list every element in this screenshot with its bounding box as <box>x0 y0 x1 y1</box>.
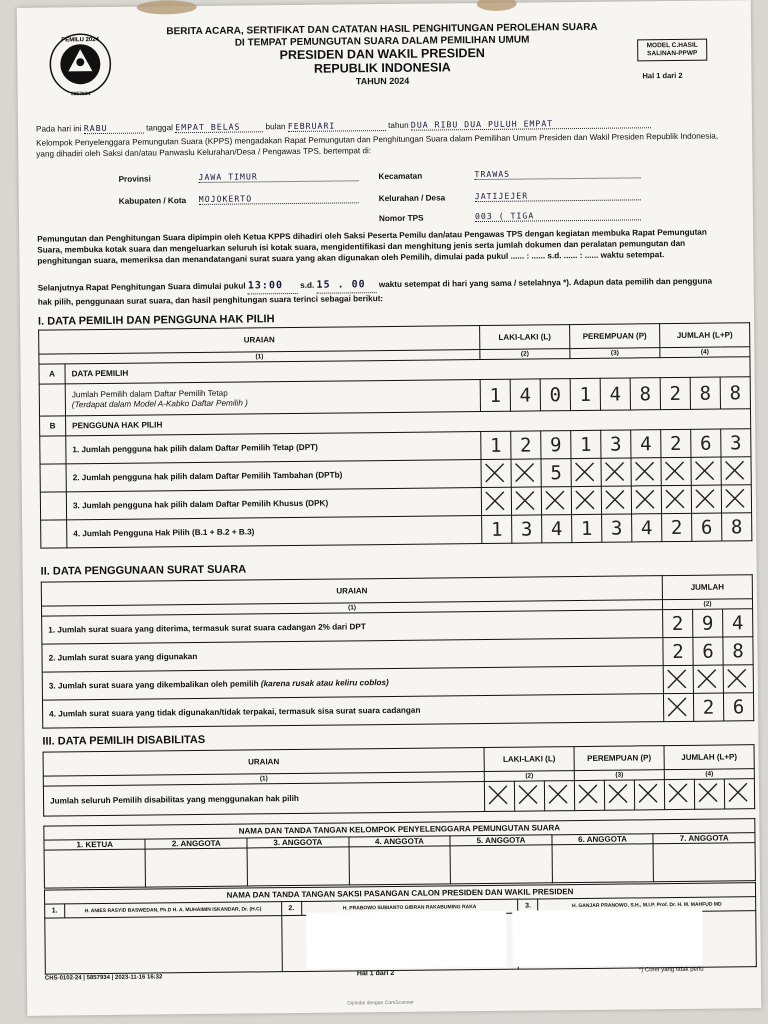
body-paragraph-1: Pemungutan dan Penghitungan Suara dipimpin oleh Ketua KPPS dihadiri oleh Saksi Peserta Pemilu dan/atau Pengawas TPS dengan kegiatan membuka Rapat Pemungutan Suara, membuka kotak suara dan mengeluarkan seluruh isi kotak suara, mengidentifikasi dan menghitung jenis serta jumlah dokumen dan peralatan pemungutan dan penghitungan suara, memeriksa dan menandatangani surat suara yang akan digunakan oleh Pemilih, dimulai pada pukul ...... : ...... s.d. ...... : ...... waktu setempat. <box>37 227 707 266</box>
digit-cell[interactable] <box>574 780 604 810</box>
cross-mark-icon <box>666 696 688 718</box>
cross-mark-icon <box>577 783 599 805</box>
digit-cell[interactable] <box>724 779 754 809</box>
row-label: 4. Jumlah surat suara yang tidak digunakan/tidak terpakai, termasuk sisa surat suara cadangan <box>42 694 663 729</box>
footer-page: Hal 1 dari 2 <box>356 969 395 978</box>
saksi-number: 1. <box>45 904 65 918</box>
col-jml: JUMLAH <box>662 575 752 600</box>
label: tanggal <box>146 123 174 133</box>
tps-value: 003 ( TIGA <box>475 209 641 222</box>
digit-cell[interactable] <box>664 779 694 809</box>
cross-mark-icon <box>607 783 629 805</box>
digit-cell[interactable]: 1 <box>572 514 602 542</box>
signature-box[interactable] <box>349 846 451 885</box>
footer-note: *) Coret yang tidak perlu <box>638 966 704 974</box>
col-uraian: URAIAN <box>43 748 484 777</box>
row-label: 3. Jumlah pengguna hak pilih dalam Daftar Pemilih Khusus (DPK) <box>66 488 481 520</box>
body-paragraph-2 <box>38 274 728 307</box>
digit-cell[interactable] <box>601 458 631 486</box>
section-2-table <box>41 574 755 728</box>
digit-cell[interactable]: 8 <box>630 378 660 410</box>
scan-artifact <box>137 0 197 15</box>
cross-mark-icon <box>694 488 716 510</box>
model-label: MODEL C.HASIL SALINAN-PPWP <box>637 39 707 61</box>
section-3-table <box>43 744 756 816</box>
digit-cell[interactable]: 9 <box>541 431 571 459</box>
col-number: (1) <box>43 772 484 787</box>
cross-mark-icon <box>574 461 596 483</box>
cross-mark-icon <box>666 668 688 690</box>
col-number: (2) <box>480 349 570 360</box>
digit-cell[interactable]: 6 <box>692 513 722 541</box>
kpu-logo-icon <box>47 31 114 98</box>
digit-cell[interactable] <box>721 485 751 513</box>
cross-mark-icon <box>544 489 566 511</box>
kpps-title: NAMA DAN TANDA TANGAN KELOMPOK PENYELENGGARA PEMUNGUTAN SUARA <box>44 819 755 840</box>
col-l: LAKI-LAKI (L) <box>484 747 574 772</box>
digit-cell[interactable]: 0 <box>540 379 570 411</box>
digit-cell[interactable]: 2 <box>663 609 693 637</box>
digit-cell[interactable] <box>571 458 601 486</box>
saksi-number: 3. <box>518 899 538 913</box>
cross-mark-icon <box>637 782 659 804</box>
row-label: 1. Jumlah surat suara yang diterima, termasuk surat suara cadangan 2% dari DPT <box>42 610 663 645</box>
digit-cell[interactable] <box>693 665 723 693</box>
digit-cell[interactable]: 6 <box>693 637 723 665</box>
bulan-value: FEBRUARI <box>288 120 386 132</box>
cross-mark-icon <box>697 782 719 804</box>
digit-cell[interactable]: 3 <box>721 429 751 457</box>
row-title: PENGGUNA HAK PILIH <box>66 409 751 436</box>
role-label: 1. KETUA <box>44 839 146 850</box>
digit-cell[interactable]: 1 <box>481 431 511 459</box>
digit-cell[interactable]: 2 <box>511 431 541 459</box>
row-code: B <box>40 416 66 436</box>
col-p: PEREMPUAN (P) <box>574 746 664 771</box>
digit-cell[interactable] <box>601 486 631 514</box>
digit-cell[interactable]: 4 <box>600 378 630 410</box>
title-line: PRESIDEN DAN WAKIL PRESIDEN <box>279 45 485 63</box>
footer-code: CHS-0102-24 | 5857934 | 2023-11-16 16:32 <box>44 974 163 982</box>
cross-mark-icon <box>696 668 718 690</box>
saksi-number: 2. <box>281 901 301 915</box>
cross-mark-icon <box>727 781 749 803</box>
scanner-watermark: Dipindai dengan CamScanner <box>347 999 414 1007</box>
digit-cell[interactable]: 1 <box>482 515 512 543</box>
cross-mark-icon <box>484 490 506 512</box>
logo-number: 5857934 <box>70 91 91 98</box>
digit-cell[interactable] <box>481 459 511 487</box>
digit-cell[interactable] <box>721 457 751 485</box>
cross-mark-icon <box>604 461 626 483</box>
saksi-name: H. PRABOWO SUBIANTO GIBRAN RAKABUMING RAKA <box>301 899 518 915</box>
text: Selanjutnya Rapat Penghitungan Suara dimulai pukul <box>37 281 246 293</box>
cross-mark-icon <box>487 784 509 806</box>
digit-cell[interactable] <box>631 458 661 486</box>
digit-cell[interactable]: 5 <box>541 459 571 487</box>
digit-cell[interactable] <box>631 486 661 514</box>
col-number: (2) <box>484 771 574 782</box>
role-label: 4. ANGGOTA <box>349 836 451 847</box>
cross-mark-icon <box>664 460 686 482</box>
digit-cell[interactable]: 6 <box>723 693 753 721</box>
form-paper <box>17 0 762 1016</box>
saksi-title: NAMA DAN TANDA TANGAN SAKSI PASANGAN CALON PRESIDEN DAN WAKIL PRESIDEN <box>44 883 755 904</box>
role-label: 5. ANGGOTA <box>450 835 552 846</box>
col-l: LAKI-LAKI (L) <box>480 325 570 350</box>
kelurahan-value: JATIJEJER <box>475 189 641 202</box>
digit-cell[interactable] <box>663 665 693 693</box>
cross-mark-icon <box>514 461 536 483</box>
title-line: TAHUN 2024 <box>355 75 410 87</box>
signature-box[interactable] <box>450 845 552 884</box>
digit-cell[interactable] <box>634 780 664 810</box>
jam-selesai-value: 15 . 00 <box>316 278 376 293</box>
digit-cell[interactable] <box>511 459 541 487</box>
digit-cell[interactable]: 2 <box>661 429 691 457</box>
tps-label: Nomor TPS <box>378 213 424 224</box>
tahun-value: DUA RIBU DUA PULUH EMPAT <box>411 117 651 131</box>
digit-cell[interactable]: 2 <box>693 693 723 721</box>
digit-cell[interactable] <box>514 781 544 811</box>
cross-mark-icon <box>724 459 746 481</box>
row-code: A <box>39 364 65 384</box>
cross-mark-icon <box>664 488 686 510</box>
digit-cell[interactable]: 4 <box>631 430 661 458</box>
digit-cell[interactable]: 2 <box>662 513 692 541</box>
col-number: (1) <box>39 350 480 365</box>
label: bulan <box>265 122 286 132</box>
label: Pada hari ini <box>35 124 82 134</box>
kpps-text: Kelompok Penyelenggara Pemungutan Suara (KPPS) mengadakan Rapat Pemungutan dan Penghitungan Suara dalam Pemilihan Umum Presiden dan Wakil Presiden Republik Indonesia, yang dihadiri oleh Saksi dan/atau Panwaslu Kelurahan/Desa / Pengawas TPS, bertempat di: <box>36 131 719 159</box>
col-uraian: URAIAN <box>39 326 480 355</box>
title-line: DI TEMPAT PEMUNGUTAN SUARA DALAM PEMILIHAN UMUM <box>234 34 530 49</box>
section-1-table <box>38 322 752 548</box>
col-p: PEREMPUAN (P) <box>570 324 660 349</box>
tanggal-value: EMPAT BELAS <box>175 121 263 133</box>
col-uraian: URAIAN <box>41 576 662 607</box>
jam-mulai-value: 13:00 <box>248 279 298 294</box>
digit-cell[interactable]: 1 <box>570 378 600 410</box>
row-label: 2. Jumlah pengguna hak pilih dalam Daftar Pemilih Tambahan (DPTb) <box>66 460 481 492</box>
kpps-signature-table <box>43 818 756 888</box>
digit-cell[interactable] <box>661 485 691 513</box>
saksi-name: H. GANJAR PRANOWO, S.H., M.I.P. Prof. Dr. H. M. MAHFUD MD <box>538 897 756 913</box>
col-number: (4) <box>660 347 750 358</box>
role-label: 2. ANGGOTA <box>145 838 247 849</box>
digit-cell[interactable]: 3 <box>602 514 632 542</box>
digit-cell[interactable]: 1 <box>571 430 601 458</box>
kecamatan-label: Kecamatan <box>378 171 423 182</box>
cross-mark-icon <box>514 489 536 511</box>
digit-cell[interactable] <box>663 693 693 721</box>
role-label: 3. ANGGOTA <box>247 837 349 848</box>
kabupaten-value: MOJOKERTO <box>199 192 359 205</box>
digit-cell[interactable]: 6 <box>691 429 721 457</box>
label: tahun <box>388 120 409 130</box>
row-label: 4. Jumlah Pengguna Hak Pilih (B.1 + B.2 + B.3) <box>67 516 482 548</box>
section-2-title: II. DATA PENGGUNAAN SURAT SUARA <box>40 563 247 578</box>
text: (Terdapat dalam Model A-Kabko Daftar Pemilih ) <box>71 397 248 409</box>
digit-cell[interactable]: 4 <box>510 379 540 411</box>
provinsi-label: Provinsi <box>118 174 151 184</box>
col-number: (3) <box>570 348 660 359</box>
text: (karena rusak atau keliru coblos) <box>260 678 389 689</box>
digit-cell[interactable] <box>661 457 691 485</box>
page-label: Hal 1 dari 2 <box>642 70 683 81</box>
col-number: (4) <box>664 769 754 780</box>
digit-cell[interactable]: 9 <box>693 609 723 637</box>
digit-cell[interactable] <box>604 780 634 810</box>
logo-ring-text: PEMILU 2024 <box>61 37 99 44</box>
provinsi-value: JAWA TIMUR <box>198 170 358 183</box>
role-label: 6. ANGGOTA <box>552 834 654 845</box>
table-row <box>43 779 754 816</box>
digit-cell[interactable]: 2 <box>660 377 690 409</box>
digit-cell[interactable]: 4 <box>542 515 572 543</box>
row-label <box>65 380 480 416</box>
signature-box[interactable] <box>45 916 282 974</box>
digit-cell[interactable] <box>544 781 574 811</box>
digit-cell[interactable]: 8 <box>722 513 752 541</box>
cross-mark-icon <box>484 462 506 484</box>
row-title: DATA PEMILIH <box>65 357 750 384</box>
digit-cell[interactable] <box>691 485 721 513</box>
digit-cell[interactable]: 4 <box>632 514 662 542</box>
kabupaten-label: Kabupaten / Kota <box>118 196 187 206</box>
cross-mark-icon <box>634 488 656 510</box>
cross-mark-icon <box>547 783 569 805</box>
form-title <box>147 22 618 89</box>
cross-mark-icon <box>517 783 539 805</box>
digit-cell[interactable]: 8 <box>723 637 753 665</box>
signature-box[interactable] <box>44 849 146 888</box>
digit-cell[interactable] <box>694 779 724 809</box>
digit-cell[interactable]: 3 <box>601 430 631 458</box>
digit-cell[interactable] <box>723 665 753 693</box>
digit-cell[interactable] <box>484 781 514 811</box>
row-label: 1. Jumlah pengguna hak pilih dalam Daftar Pemilih Tetap (DPT) <box>66 432 481 464</box>
row-label: Jumlah seluruh Pemilih disabilitas yang menggunakan hak pilih <box>43 782 484 817</box>
digit-cell[interactable] <box>481 487 511 515</box>
digit-cell[interactable] <box>691 457 721 485</box>
row-label: 2. Jumlah surat suara yang digunakan <box>42 638 663 673</box>
section-1-title: I. DATA PEMILIH DAN PENGGUNA HAK PILIH <box>37 313 275 328</box>
col-jml: JUMLAH (L+P) <box>660 323 750 348</box>
title-line: REPUBLIK INDONESIA <box>313 60 451 77</box>
digit-cell[interactable]: 2 <box>663 637 693 665</box>
cross-mark-icon <box>724 487 746 509</box>
redacted-area <box>306 911 507 969</box>
kelurahan-label: Kelurahan / Desa <box>378 193 446 204</box>
col-number: (1) <box>42 600 663 617</box>
cross-mark-icon <box>726 667 748 689</box>
title-line: BERITA ACARA, SERTIFIKAT DAN CATATAN HASIL PENGHITUNGAN PEROLEHAN SUARA <box>166 21 598 38</box>
role-label: 7. ANGGOTA <box>653 833 755 844</box>
cross-mark-icon <box>604 489 626 511</box>
col-number: (3) <box>574 770 664 781</box>
cross-mark-icon <box>667 782 689 804</box>
digit-cell[interactable]: 8 <box>720 377 750 409</box>
text: 3. Jumlah surat suara yang dikembalikan oleh pemilih <box>48 679 259 691</box>
text: waktu setempat di hari yang sama / setelahnya *). Adapun data pemilih dan pengguna hak pilih, penggunaan surat suara, dan hasil penghitungan suara terinci sebagai berikut: <box>37 276 713 307</box>
digit-cell[interactable]: 1 <box>480 379 510 411</box>
text: s.d. <box>300 280 315 290</box>
signature-box[interactable] <box>653 843 755 882</box>
digit-cell[interactable] <box>571 486 601 514</box>
cross-mark-icon <box>574 489 596 511</box>
digit-cell[interactable]: 3 <box>512 515 542 543</box>
col-number: (2) <box>662 599 752 610</box>
cross-mark-icon <box>634 460 656 482</box>
section-3-title: III. DATA PEMILIH DISABILITAS <box>42 733 206 748</box>
digit-cell[interactable]: 4 <box>723 609 753 637</box>
col-jml: JUMLAH (L+P) <box>664 745 754 770</box>
digit-cell[interactable] <box>541 487 571 515</box>
scan-artifact <box>477 0 517 11</box>
kecamatan-value: TRAWAS <box>474 167 640 180</box>
digit-cell[interactable]: 8 <box>690 377 720 409</box>
hari-value: RABU <box>84 123 144 135</box>
redacted-area <box>512 909 703 967</box>
signature-box[interactable] <box>146 848 248 887</box>
saksi-name: H. ANIES RASYID BASWEDAN, Ph.D H. A. MUHAIMIN ISKANDAR, Dr. (H.C) <box>65 902 282 918</box>
cross-mark-icon <box>694 460 716 482</box>
signature-box[interactable] <box>247 847 349 886</box>
text: Jumlah Pemilih dalam Daftar Pemilih Tetap <box>71 388 228 399</box>
signature-box[interactable] <box>552 844 654 883</box>
digit-cell[interactable] <box>511 487 541 515</box>
